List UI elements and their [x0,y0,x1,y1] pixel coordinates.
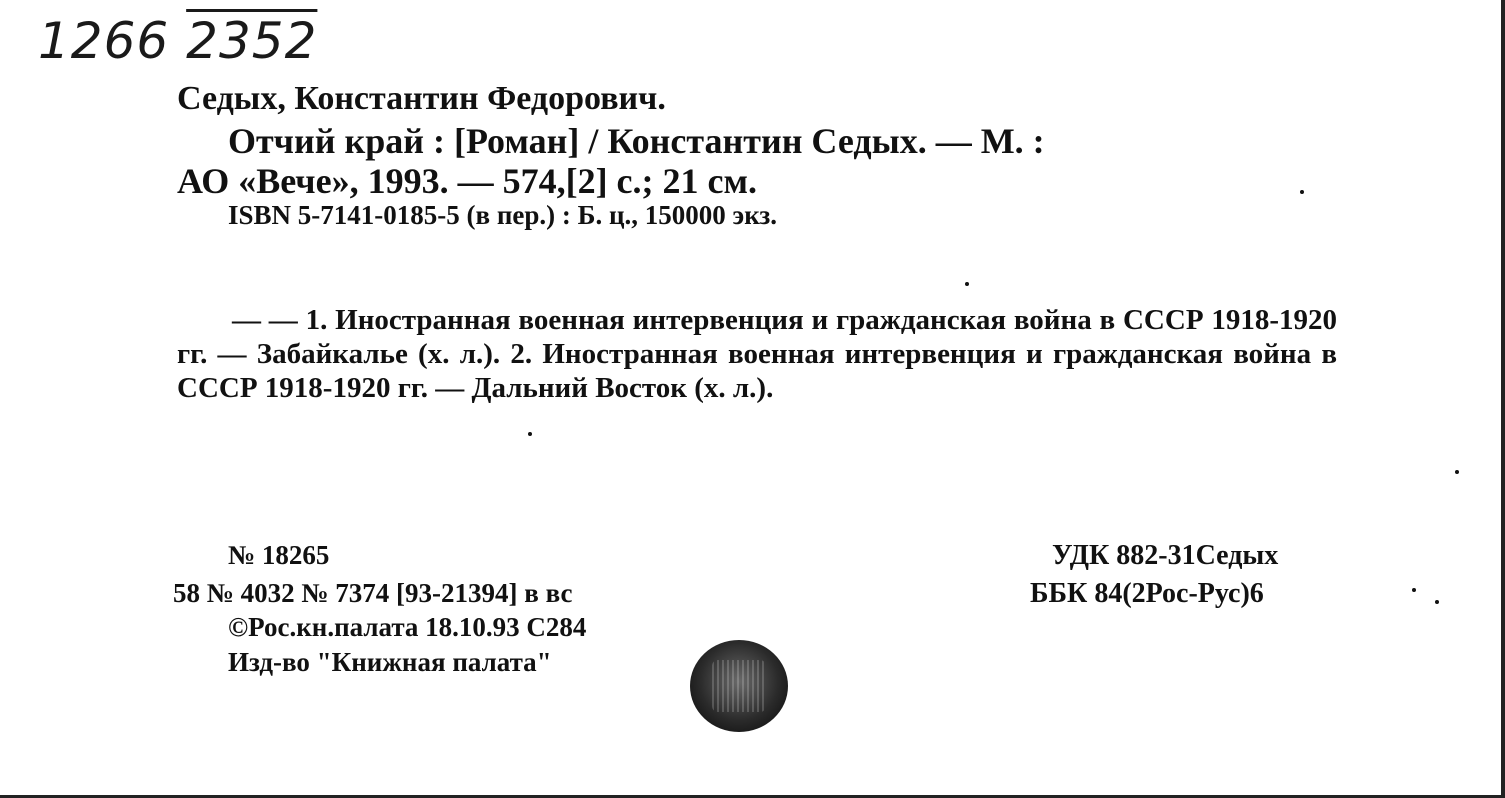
dust-speck [965,282,969,286]
library-stamp [690,640,788,732]
card-number: № 18265 [228,540,330,570]
author-heading: Седых, Константин Федорович. [177,80,666,117]
dust-speck [1455,470,1459,474]
handwritten-struck-number: 2352 [186,12,318,70]
publisher-line: Изд-во "Книжная палата" [228,647,552,677]
handwritten-number [38,12,317,70]
subject-headings: — — 1. Иностранная военная интервенция и гражданская война в СССР 1918-1920 гг. — Забайкалье (х. л.). 2. Иностранная военная интервенция и гражданская война в СССР 1918-1920 гг. — Дальний Восток (х. л.). [177,304,1337,404]
register-numbers: 58 № 4032 № 7374 [93-21394] в вс [173,578,573,608]
title-statement: Отчий край : [Роман] / Константин Седых. — М. : [228,121,1045,161]
udk-code: УДК 882-31Седых [1052,540,1279,571]
copyright-line: ©Рос.кн.палата 18.10.93 С284 [228,612,587,642]
dust-speck [1435,600,1439,604]
dust-speck [1412,588,1416,592]
imprint-statement: АО «Вече», 1993. — 574,[2] с.; 21 см. [177,161,758,201]
card-edge-right [1501,0,1505,798]
dust-speck [1300,190,1304,194]
isbn-line: ISBN 5-7141-0185-5 (в пер.) : Б. ц., 150000 экз. [228,200,777,230]
bbk-code: ББК 84(2Рос-Рус)6 [1030,578,1264,609]
dust-speck [528,432,532,436]
handwritten-main-number: 1266 [38,12,170,70]
